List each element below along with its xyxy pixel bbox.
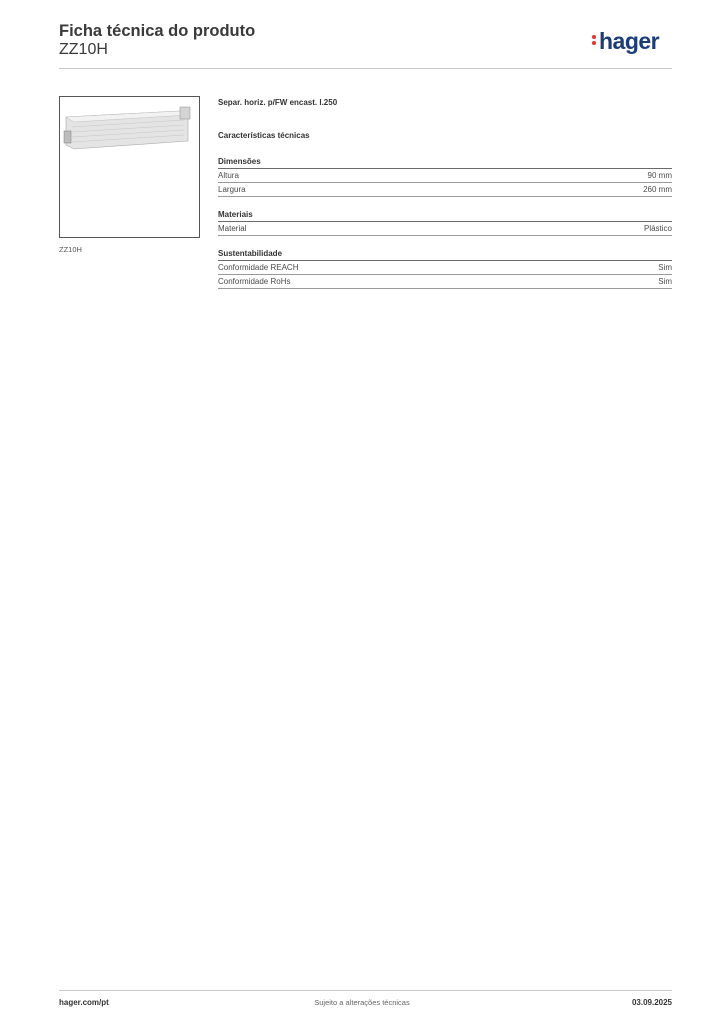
spec-value: 260 mm	[643, 185, 672, 194]
footer-divider	[59, 990, 672, 991]
page-title: Ficha técnica do produto	[59, 22, 256, 40]
spec-value: Sim	[658, 263, 672, 272]
spec-row	[218, 275, 672, 289]
product-image-caption: ZZ10H	[59, 245, 82, 254]
header-divider	[59, 68, 672, 69]
section-sustainability	[218, 248, 672, 289]
section-title: Dimensões	[218, 156, 672, 169]
product-image-frame	[59, 96, 200, 238]
product-image	[60, 97, 199, 237]
section-title: Sustentabilidade	[218, 248, 672, 261]
logo-text: hager	[599, 28, 660, 54]
spec-row	[218, 222, 672, 236]
section-title: Materiais	[218, 209, 672, 222]
section-dimensions	[218, 156, 672, 197]
footer-website-link[interactable]: hager.com/pt	[59, 998, 109, 1007]
logo-dots-icon	[592, 33, 597, 47]
spec-row	[218, 169, 672, 183]
spec-value: 90 mm	[647, 171, 672, 180]
spec-label: Conformidade RoHs	[218, 277, 291, 286]
tech-characteristics-heading: Características técnicas	[218, 131, 310, 140]
hager-logo	[592, 28, 659, 55]
spec-label: Conformidade REACH	[218, 263, 299, 272]
spec-value: Plástico	[643, 224, 672, 233]
spec-value: Sim	[658, 277, 672, 286]
footer-disclaimer: Sujeito a alterações técnicas	[314, 998, 410, 1007]
spec-label: Largura	[218, 185, 246, 194]
spec-row	[218, 183, 672, 197]
product-code: ZZ10H	[59, 41, 108, 58]
spec-label: Material	[218, 224, 247, 233]
section-materials	[218, 209, 672, 236]
product-name: Separ. horiz. p/FW encast. l.250	[218, 98, 338, 107]
spec-row	[218, 261, 672, 275]
spec-label: Altura	[218, 171, 239, 180]
footer-date: 03.09.2025	[631, 998, 672, 1007]
